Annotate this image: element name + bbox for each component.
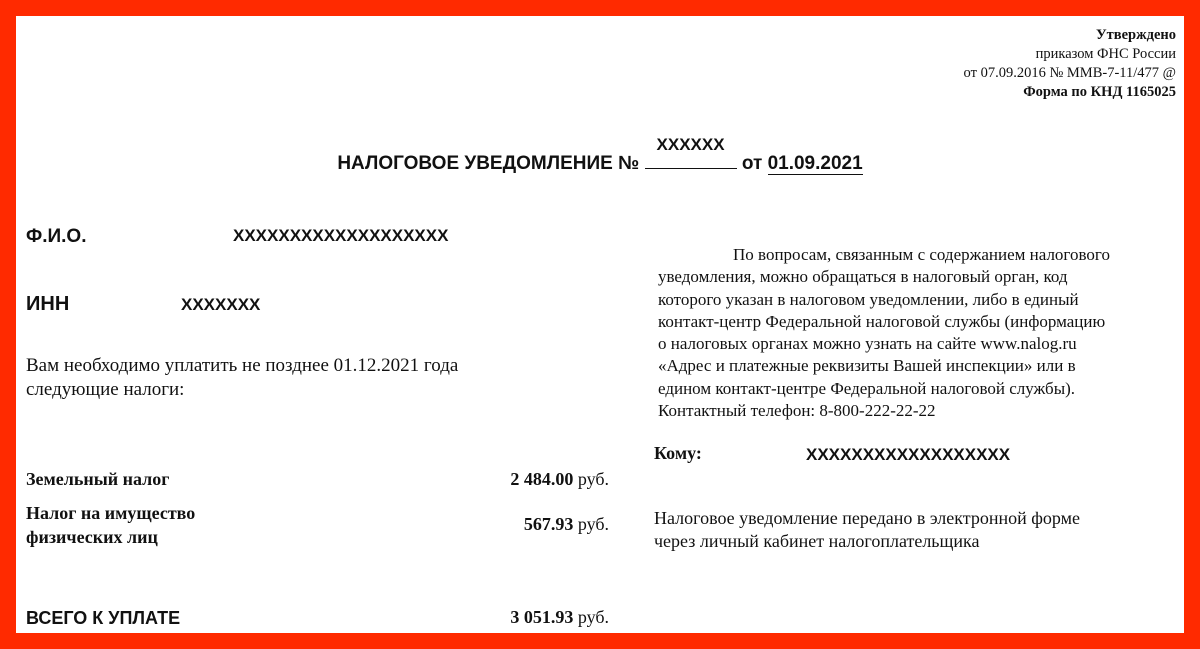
eform-line: через личный кабинет налогоплательщика	[654, 531, 980, 551]
tax-amount-land	[510, 469, 609, 490]
tax-name-land: Земельный налог	[26, 469, 170, 489]
tax-amount-unit: руб.	[577, 469, 609, 489]
tax-amount-value: 2 484.00	[510, 469, 574, 489]
payment-deadline-line: следующие налоги:	[26, 379, 185, 400]
fio-value: XXXXXXXXXXXXXXXXXXX	[233, 226, 449, 245]
notice-number: XXXXXX	[656, 135, 725, 154]
tax-amount-unit: руб.	[577, 514, 609, 534]
form-code: Форма по КНД 1165025	[1023, 84, 1176, 100]
approval-block	[964, 26, 1176, 102]
fio-label: Ф.И.О.	[26, 226, 87, 247]
title-text: НАЛОГОВОЕ УВЕДОМЛЕНИЕ №	[337, 153, 640, 174]
notice-date: 01.09.2021	[767, 153, 863, 174]
approval-order-date: от 07.09.2016 № ММВ-7-11/477 @	[963, 65, 1176, 81]
tax-name-line: физических лиц	[26, 527, 158, 547]
contact-info-text	[658, 244, 1168, 422]
eform-line: Налоговое уведомление передано в электронной форме	[654, 508, 1081, 528]
total-label: ВСЕГО К УПЛАТЕ	[26, 608, 181, 628]
total-amount-value: 3 051.93	[510, 607, 574, 627]
info-line: о налоговых органах можно узнать на сайте www.nalog.ru	[658, 334, 1077, 354]
info-line: которого указан в налоговом уведомлении, либо в единый	[658, 289, 1079, 309]
total-amount	[510, 607, 609, 628]
contact-phone: Контактный телефон: 8-800-222-22-22	[658, 401, 936, 421]
total-amount-unit: руб.	[577, 607, 609, 627]
tax-name-line: Налог на имущество	[26, 503, 196, 523]
payment-deadline-line: Вам необходимо уплатить не позднее 01.12.2021 года	[26, 355, 459, 376]
page-title	[16, 135, 1184, 175]
info-line: уведомления, можно обращаться в налоговый орган, код	[658, 267, 1068, 287]
tax-amount-value: 567.93	[523, 514, 574, 534]
info-line: «Адрес и платежные реквизиты Вашей инспекции» или в	[658, 356, 1076, 376]
tax-notice-document	[16, 16, 1184, 633]
info-line: едином контакт-центре Федеральной налоговой службы).	[658, 378, 1076, 398]
approval-title: Утверждено	[1096, 27, 1176, 43]
info-line: контакт-центр Федеральной налоговой службы (информацию	[658, 311, 1106, 331]
notice-number-field	[645, 135, 737, 169]
inn-value: XXXXXXX	[181, 295, 261, 314]
title-from: от	[741, 153, 763, 174]
electronic-delivery-note	[654, 507, 1080, 553]
info-line: По вопросам, связанным с содержанием налогового	[733, 245, 1110, 264]
inn-label: ИНН	[26, 293, 70, 315]
tax-amount-property	[524, 514, 609, 535]
recipient-value: XXXXXXXXXXXXXXXXXX	[806, 445, 1011, 464]
tax-name-property	[26, 501, 195, 549]
approval-order: приказом ФНС России	[1035, 46, 1176, 62]
recipient-label: Кому:	[654, 443, 702, 463]
payment-deadline-text	[26, 354, 458, 402]
